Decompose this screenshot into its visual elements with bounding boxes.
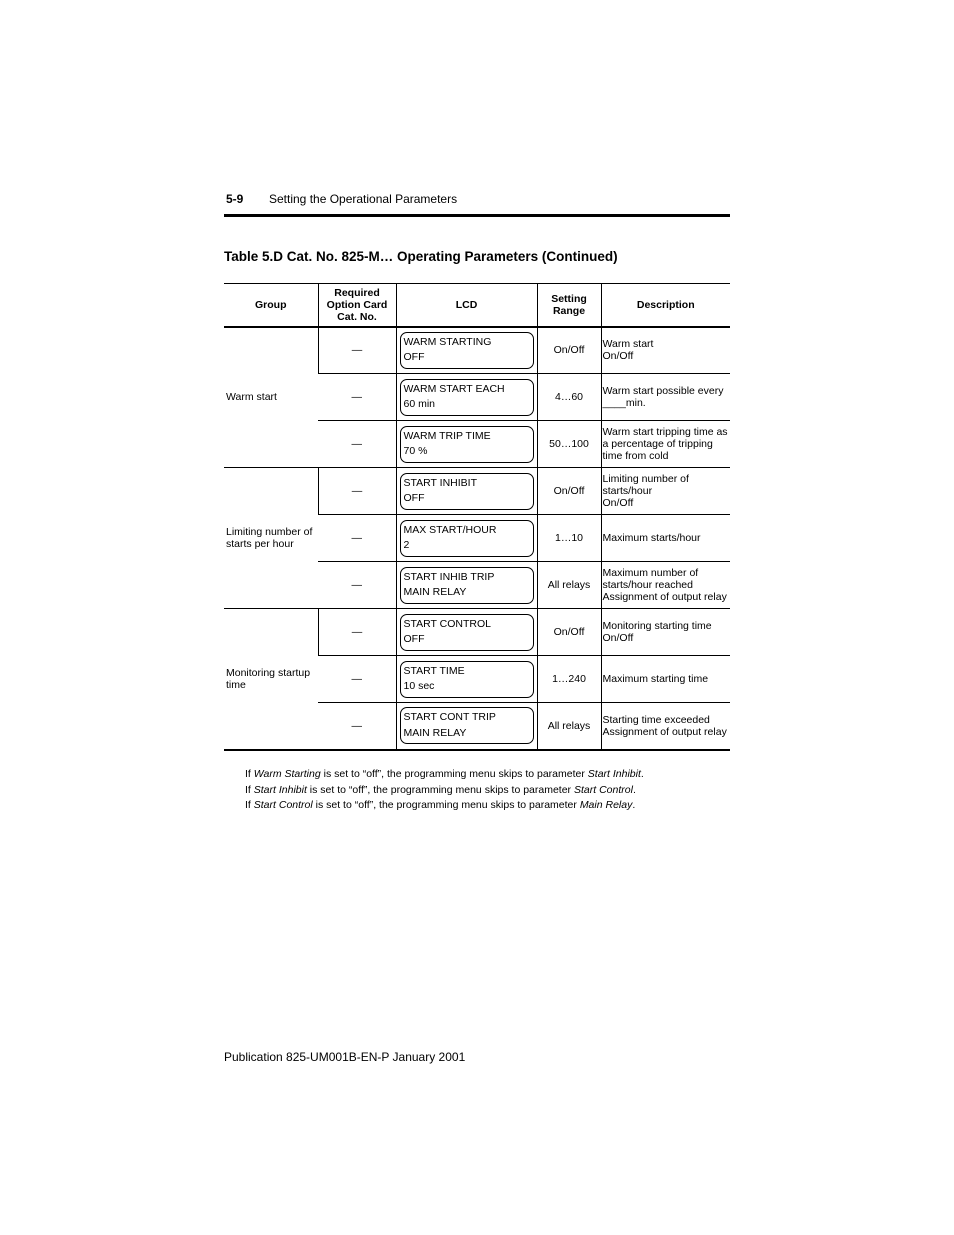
lcd-display [400,707,534,744]
lcd-line: 10 sec [403,680,435,692]
description-line: Limiting number of [602,473,689,485]
lcd-line: OFF [403,633,425,645]
lcd-line: WARM START EACH [403,382,505,395]
option-card-cell: — [318,468,396,515]
lcd-cell [396,421,537,468]
description-line: Assignment of output relay [602,591,727,603]
lcd-line: 2 [403,539,410,551]
lcd-cell [396,374,537,421]
description-cell [601,421,730,468]
setting-range-cell: On/Off [537,468,601,515]
lcd-display [400,473,534,510]
description-line: Maximum starting time [602,673,709,685]
option-card-cell: — [351,391,362,403]
option-card-cell: — [351,532,362,544]
lcd-line: MAIN RELAY [403,726,467,739]
note-3: If Start Control is set to “off”, the programming menu skips to parameter Main Relay. [245,799,636,811]
publication-footer: Publication 825-UM001B-EN-P January 2001 [224,1050,466,1064]
description-line: Starting time exceeded [602,713,710,726]
column-header-lcd: LCD [396,284,537,327]
note-2: If Start Inhibit is set to “off”, the programming menu skips to parameter Start Control. [245,783,636,796]
group-cell [224,609,318,750]
group-cell [224,327,318,468]
setting-range-cell: 50…100 [537,421,601,468]
lcd-line: WARM TRIP TIME [403,429,491,442]
description-cell [601,327,730,374]
section-title: Setting the Operational Parameters [269,192,458,206]
group-label: Limiting number of [226,526,313,538]
description-cell [601,468,730,515]
lcd-line: START CONTROL [403,617,492,630]
column-header-range: Setting Range [537,284,601,327]
description-line: Maximum starts/hour [602,532,701,544]
lcd-cell [396,562,537,609]
description-line: On/Off [602,350,634,363]
lcd-line: START CONT TRIP [403,711,496,724]
description-cell [601,515,730,562]
lcd-line: MAIN RELAY [403,586,467,598]
lcd-line: START INHIB TRIP [403,570,495,583]
description-cell [601,703,730,750]
group-label: time [226,678,246,691]
setting-range-cell: All relays [537,703,601,750]
description-line: starts/hour [602,485,653,497]
description-line: ____min. [602,397,646,409]
lcd-cell [396,656,537,703]
option-card-cell: — [318,609,396,656]
lcd-line: OFF [403,492,425,504]
description-line: Assignment of output relay [602,725,727,738]
lcd-cell [396,327,537,374]
lcd-display [400,567,534,604]
column-header-option-card: Required Option Card Cat. No. [318,284,396,327]
description-line: time from cold [602,450,669,462]
lcd-cell [396,468,537,515]
description-cell [601,609,730,656]
lcd-line: 60 min [403,398,436,410]
table-row [224,468,730,515]
lcd-display [400,332,534,369]
table-title: Table 5.D Cat. No. 825-M… Operating Parameters (Continued) [224,249,618,264]
description-line: Maximum number of [602,567,699,579]
description-line: Warm start [602,338,654,351]
table-row [224,609,730,656]
option-card-cell: — [318,327,396,374]
column-header-group: Group [255,298,287,311]
lcd-display [400,520,534,557]
lcd-display [400,426,534,463]
lcd-display [400,661,534,698]
group-label: Warm start [226,391,277,404]
option-card-cell: — [351,719,362,732]
group-label: Monitoring startup [226,666,311,679]
description-line: Monitoring starting time [602,620,712,632]
lcd-line: START TIME [403,664,465,677]
setting-range-cell: 1…240 [537,656,601,703]
setting-range-cell: All relays [537,562,601,609]
setting-range-cell: 4…60 [537,374,601,421]
description-line: Warm start tripping time as [602,426,728,438]
lcd-line: OFF [403,351,425,364]
description-line: On/Off [602,497,634,509]
notes [245,767,644,814]
description-line: Warm start possible every [602,385,724,397]
lcd-display [400,614,534,651]
description-cell [601,656,730,703]
group-label: starts per hour [226,538,294,550]
page-number: 5-9 [226,192,244,206]
column-header-description: Description [601,284,730,327]
option-card-cell: — [351,438,362,450]
lcd-cell [396,515,537,562]
option-card-cell: — [351,673,362,685]
description-line: On/Off [602,632,634,644]
lcd-display [400,379,534,416]
lcd-cell [396,609,537,656]
description-cell [601,374,730,421]
option-card-cell: — [351,579,362,591]
description-cell [601,562,730,609]
lcd-line: 70 % [403,445,428,457]
table-header-row [224,284,730,327]
table-body [224,327,730,750]
setting-range-cell: 1…10 [537,515,601,562]
header-rule [224,214,730,217]
parameters-table [224,283,730,751]
lcd-line: MAX START/HOUR [403,523,497,536]
lcd-cell [396,703,537,750]
group-cell [224,468,318,609]
lcd-line: WARM STARTING [403,335,492,348]
table-row [224,327,730,374]
note-1: If Warm Starting is set to “off”, the programming menu skips to parameter Start Inhibit. [245,768,644,780]
description-line: starts/hour reached [602,579,693,591]
setting-range-cell: On/Off [537,609,601,656]
setting-range-cell: On/Off [537,327,601,374]
description-line: a percentage of tripping [602,438,713,450]
lcd-line: START INHIBIT [403,476,478,489]
